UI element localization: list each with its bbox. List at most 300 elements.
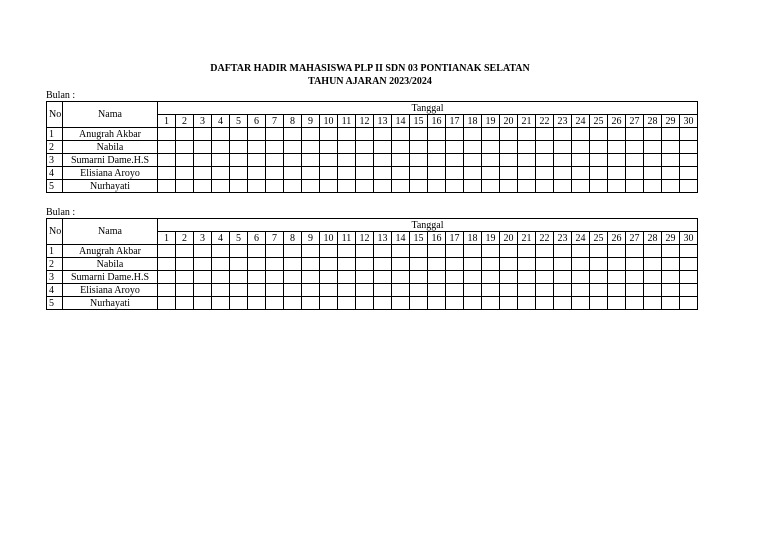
attendance-cell xyxy=(536,141,554,154)
attendance-cell xyxy=(266,258,284,271)
attendance-cell xyxy=(500,180,518,193)
attendance-cell xyxy=(302,128,320,141)
attendance-cell xyxy=(284,180,302,193)
day-number: 19 xyxy=(482,115,500,128)
attendance-cell xyxy=(230,271,248,284)
attendance-cell xyxy=(158,180,176,193)
attendance-cell xyxy=(356,154,374,167)
attendance-cell xyxy=(662,128,680,141)
attendance-cell xyxy=(500,167,518,180)
attendance-cell xyxy=(194,284,212,297)
attendance-cell xyxy=(572,297,590,310)
attendance-cell xyxy=(248,297,266,310)
attendance-cell xyxy=(428,141,446,154)
attendance-cell xyxy=(230,154,248,167)
attendance-cell xyxy=(158,154,176,167)
attendance-cell xyxy=(518,141,536,154)
attendance-cell xyxy=(464,284,482,297)
attendance-cell xyxy=(266,271,284,284)
attendance-cell xyxy=(518,154,536,167)
attendance-cell xyxy=(284,258,302,271)
attendance-cell xyxy=(212,271,230,284)
attendance-cell xyxy=(410,141,428,154)
attendance-cell xyxy=(590,271,608,284)
day-number: 27 xyxy=(626,232,644,245)
attendance-cell xyxy=(194,128,212,141)
attendance-cell xyxy=(176,284,194,297)
attendance-cell xyxy=(554,167,572,180)
attendance-cell xyxy=(356,258,374,271)
day-number: 16 xyxy=(428,115,446,128)
attendance-cell xyxy=(356,167,374,180)
attendance-cell xyxy=(482,167,500,180)
attendance-cell xyxy=(266,154,284,167)
attendance-cell xyxy=(410,271,428,284)
attendance-cell xyxy=(500,258,518,271)
header-tanggal: Tanggal xyxy=(158,102,698,115)
attendance-cell xyxy=(338,141,356,154)
attendance-cell xyxy=(464,271,482,284)
attendance-cell xyxy=(446,154,464,167)
attendance-cell xyxy=(176,271,194,284)
attendance-cell xyxy=(392,141,410,154)
attendance-cell xyxy=(302,297,320,310)
row-number: 2 xyxy=(47,141,63,154)
attendance-cell xyxy=(374,258,392,271)
attendance-cell xyxy=(590,154,608,167)
header-nama: Nama xyxy=(63,219,158,245)
day-number: 10 xyxy=(320,232,338,245)
attendance-cell xyxy=(536,245,554,258)
attendance-cell xyxy=(446,245,464,258)
attendance-cell xyxy=(662,258,680,271)
day-number: 22 xyxy=(536,232,554,245)
attendance-cell xyxy=(194,167,212,180)
attendance-cell xyxy=(356,128,374,141)
table-row xyxy=(47,167,698,180)
attendance-cell xyxy=(428,284,446,297)
attendance-cell xyxy=(626,180,644,193)
attendance-cell xyxy=(554,154,572,167)
attendance-cell xyxy=(356,245,374,258)
attendance-cell xyxy=(320,284,338,297)
attendance-cell xyxy=(608,284,626,297)
attendance-cell xyxy=(626,245,644,258)
attendance-cell xyxy=(248,271,266,284)
attendance-cell xyxy=(176,180,194,193)
attendance-cell xyxy=(356,271,374,284)
day-number: 29 xyxy=(662,115,680,128)
attendance-cell xyxy=(608,245,626,258)
attendance-cell xyxy=(608,297,626,310)
attendance-cell xyxy=(662,284,680,297)
day-number: 18 xyxy=(464,232,482,245)
attendance-cell xyxy=(644,258,662,271)
attendance-cell xyxy=(428,258,446,271)
attendance-cell xyxy=(680,180,698,193)
attendance-cell xyxy=(644,297,662,310)
table-row xyxy=(47,297,698,310)
attendance-cell xyxy=(446,128,464,141)
attendance-cell xyxy=(482,141,500,154)
attendance-cell xyxy=(644,284,662,297)
attendance-cell xyxy=(338,180,356,193)
attendance-cell xyxy=(284,271,302,284)
attendance-cell xyxy=(680,245,698,258)
row-number: 4 xyxy=(47,284,63,297)
student-name: Nabila xyxy=(63,258,158,271)
student-name: Elisiana Aroyo xyxy=(63,167,158,180)
attendance-cell xyxy=(680,284,698,297)
attendance-cell xyxy=(158,167,176,180)
attendance-cell xyxy=(644,128,662,141)
attendance-cell xyxy=(356,284,374,297)
attendance-cell xyxy=(230,284,248,297)
day-number: 26 xyxy=(608,232,626,245)
attendance-cell xyxy=(158,258,176,271)
attendance-cell xyxy=(194,245,212,258)
student-name: Nurhayati xyxy=(63,297,158,310)
attendance-cell xyxy=(266,284,284,297)
attendance-cell xyxy=(518,128,536,141)
attendance-cell xyxy=(572,271,590,284)
attendance-cell xyxy=(464,128,482,141)
attendance-cell xyxy=(428,154,446,167)
attendance-cell xyxy=(284,128,302,141)
attendance-cell xyxy=(338,167,356,180)
attendance-cell xyxy=(392,245,410,258)
attendance-cell xyxy=(608,271,626,284)
attendance-cell xyxy=(194,258,212,271)
attendance-cell xyxy=(482,271,500,284)
attendance-cell xyxy=(374,180,392,193)
day-number: 11 xyxy=(338,115,356,128)
day-number: 22 xyxy=(536,115,554,128)
attendance-cell xyxy=(338,154,356,167)
attendance-cell xyxy=(536,128,554,141)
attendance-cell xyxy=(500,284,518,297)
attendance-cell xyxy=(608,167,626,180)
attendance-cell xyxy=(446,258,464,271)
attendance-cell xyxy=(464,154,482,167)
attendance-cell xyxy=(662,245,680,258)
attendance-cell xyxy=(500,154,518,167)
attendance-cell xyxy=(590,297,608,310)
attendance-cell xyxy=(212,284,230,297)
attendance-cell xyxy=(248,167,266,180)
attendance-cell xyxy=(536,284,554,297)
day-number: 27 xyxy=(626,115,644,128)
attendance-cell xyxy=(266,180,284,193)
attendance-cell xyxy=(626,271,644,284)
attendance-cell xyxy=(338,297,356,310)
day-number: 13 xyxy=(374,115,392,128)
header-no: No xyxy=(47,102,63,128)
header-tanggal: Tanggal xyxy=(158,219,698,232)
attendance-cell xyxy=(536,180,554,193)
attendance-cell xyxy=(320,141,338,154)
attendance-cell xyxy=(626,167,644,180)
attendance-cell xyxy=(320,128,338,141)
attendance-cell xyxy=(410,284,428,297)
attendance-cell xyxy=(356,180,374,193)
attendance-cell xyxy=(554,245,572,258)
row-number: 5 xyxy=(47,297,63,310)
attendance-cell xyxy=(230,180,248,193)
attendance-cell xyxy=(302,180,320,193)
attendance-cell xyxy=(230,258,248,271)
row-number: 2 xyxy=(47,258,63,271)
attendance-cell xyxy=(284,284,302,297)
day-number: 5 xyxy=(230,232,248,245)
header-row xyxy=(47,102,698,115)
day-number: 14 xyxy=(392,232,410,245)
attendance-cell xyxy=(212,154,230,167)
attendance-cell xyxy=(338,284,356,297)
attendance-cell xyxy=(500,271,518,284)
attendance-cell xyxy=(338,258,356,271)
attendance-cell xyxy=(194,154,212,167)
attendance-cell xyxy=(518,297,536,310)
attendance-cell xyxy=(248,284,266,297)
attendance-cell xyxy=(428,245,446,258)
day-number: 11 xyxy=(338,232,356,245)
attendance-cell xyxy=(284,141,302,154)
attendance-cell xyxy=(608,180,626,193)
attendance-table xyxy=(46,218,698,310)
row-number: 1 xyxy=(47,245,63,258)
attendance-cell xyxy=(212,141,230,154)
student-name: Nabila xyxy=(63,141,158,154)
attendance-cell xyxy=(680,128,698,141)
attendance-cell xyxy=(374,167,392,180)
attendance-cell xyxy=(230,297,248,310)
attendance-cell xyxy=(626,154,644,167)
row-number: 5 xyxy=(47,180,63,193)
attendance-cell xyxy=(176,245,194,258)
day-number: 25 xyxy=(590,232,608,245)
attendance-cell xyxy=(428,271,446,284)
attendance-cell xyxy=(176,297,194,310)
attendance-cell xyxy=(572,154,590,167)
attendance-cell xyxy=(284,245,302,258)
attendance-cell xyxy=(572,258,590,271)
day-number: 30 xyxy=(680,115,698,128)
row-number: 1 xyxy=(47,128,63,141)
day-number: 9 xyxy=(302,115,320,128)
day-number: 3 xyxy=(194,115,212,128)
attendance-cell xyxy=(320,245,338,258)
attendance-cell xyxy=(194,141,212,154)
student-name: Sumarni Dame.H.S xyxy=(63,154,158,167)
day-number: 18 xyxy=(464,115,482,128)
attendance-cell xyxy=(680,167,698,180)
day-number: 15 xyxy=(410,115,428,128)
attendance-cell xyxy=(572,141,590,154)
attendance-cell xyxy=(410,297,428,310)
attendance-cell xyxy=(302,141,320,154)
attendance-cell xyxy=(356,141,374,154)
attendance-cell xyxy=(662,297,680,310)
day-number: 13 xyxy=(374,232,392,245)
attendance-cell xyxy=(392,297,410,310)
attendance-cell xyxy=(410,245,428,258)
day-number: 2 xyxy=(176,115,194,128)
day-number: 8 xyxy=(284,232,302,245)
attendance-cell xyxy=(158,297,176,310)
attendance-cell xyxy=(662,154,680,167)
attendance-cell xyxy=(446,167,464,180)
table-row xyxy=(47,245,698,258)
day-number: 12 xyxy=(356,115,374,128)
attendance-cell xyxy=(572,167,590,180)
attendance-cell xyxy=(464,258,482,271)
attendance-cell xyxy=(590,245,608,258)
attendance-cell xyxy=(428,167,446,180)
attendance-cell xyxy=(212,245,230,258)
row-number: 3 xyxy=(47,154,63,167)
attendance-cell xyxy=(392,167,410,180)
attendance-cell xyxy=(320,297,338,310)
student-name: Elisiana Aroyo xyxy=(63,284,158,297)
attendance-cell xyxy=(248,258,266,271)
attendance-cell xyxy=(482,128,500,141)
attendance-cell xyxy=(608,258,626,271)
day-number: 23 xyxy=(554,232,572,245)
attendance-cell xyxy=(410,128,428,141)
attendance-cell xyxy=(518,167,536,180)
attendance-cell xyxy=(446,284,464,297)
attendance-cell xyxy=(284,297,302,310)
attendance-cell xyxy=(302,271,320,284)
attendance-cell xyxy=(644,167,662,180)
attendance-cell xyxy=(464,297,482,310)
attendance-cell xyxy=(248,245,266,258)
attendance-cell xyxy=(482,154,500,167)
attendance-cell xyxy=(302,245,320,258)
day-number: 23 xyxy=(554,115,572,128)
attendance-cell xyxy=(572,284,590,297)
attendance-cell xyxy=(266,128,284,141)
day-number: 16 xyxy=(428,232,446,245)
attendance-cell xyxy=(590,141,608,154)
attendance-cell xyxy=(374,297,392,310)
attendance-cell xyxy=(410,180,428,193)
attendance-cell xyxy=(410,154,428,167)
attendance-cell xyxy=(536,167,554,180)
attendance-cell xyxy=(374,245,392,258)
attendance-cell xyxy=(392,284,410,297)
attendance-cell xyxy=(518,271,536,284)
attendance-cell xyxy=(536,154,554,167)
attendance-cell xyxy=(518,258,536,271)
table-row xyxy=(47,154,698,167)
attendance-cell xyxy=(320,180,338,193)
attendance-cell xyxy=(662,271,680,284)
day-number: 26 xyxy=(608,115,626,128)
attendance-cell xyxy=(302,258,320,271)
day-number: 20 xyxy=(500,232,518,245)
day-number: 4 xyxy=(212,115,230,128)
attendance-cell xyxy=(572,128,590,141)
attendance-cell xyxy=(158,128,176,141)
attendance-cell xyxy=(644,180,662,193)
attendance-cell xyxy=(428,297,446,310)
attendance-cell xyxy=(410,167,428,180)
attendance-cell xyxy=(464,245,482,258)
attendance-cell xyxy=(482,180,500,193)
table-row xyxy=(47,180,698,193)
attendance-cell xyxy=(158,284,176,297)
attendance-cell xyxy=(176,154,194,167)
attendance-cell xyxy=(302,154,320,167)
attendance-cell xyxy=(518,245,536,258)
day-number: 24 xyxy=(572,232,590,245)
attendance-cell xyxy=(338,128,356,141)
attendance-cell xyxy=(158,245,176,258)
day-number: 20 xyxy=(500,115,518,128)
attendance-cell xyxy=(662,141,680,154)
attendance-cell xyxy=(680,271,698,284)
attendance-cell xyxy=(482,284,500,297)
day-number: 6 xyxy=(248,232,266,245)
attendance-cell xyxy=(266,167,284,180)
attendance-cell xyxy=(572,180,590,193)
attendance-cell xyxy=(320,154,338,167)
table-row xyxy=(47,141,698,154)
attendance-cell xyxy=(284,154,302,167)
day-number: 21 xyxy=(518,232,536,245)
attendance-cell xyxy=(176,128,194,141)
attendance-cell xyxy=(338,271,356,284)
day-number: 14 xyxy=(392,115,410,128)
attendance-cell xyxy=(518,180,536,193)
attendance-cell xyxy=(680,141,698,154)
attendance-cell xyxy=(176,258,194,271)
attendance-cell xyxy=(500,245,518,258)
attendance-cell xyxy=(320,258,338,271)
attendance-cell xyxy=(392,180,410,193)
attendance-cell xyxy=(212,167,230,180)
attendance-cell xyxy=(356,297,374,310)
attendance-cell xyxy=(500,141,518,154)
attendance-cell xyxy=(212,258,230,271)
attendance-cell xyxy=(266,245,284,258)
attendance-cell xyxy=(320,271,338,284)
attendance-cell xyxy=(464,180,482,193)
attendance-cell xyxy=(644,141,662,154)
attendance-cell xyxy=(626,297,644,310)
day-number: 25 xyxy=(590,115,608,128)
attendance-cell xyxy=(518,284,536,297)
header-no: No xyxy=(47,219,63,245)
attendance-cell xyxy=(230,141,248,154)
attendance-cell xyxy=(338,245,356,258)
bulan-label: Bulan : xyxy=(46,90,76,101)
attendance-cell xyxy=(554,258,572,271)
day-number: 10 xyxy=(320,115,338,128)
attendance-cell xyxy=(392,271,410,284)
bulan-label: Bulan : xyxy=(46,207,76,218)
day-number: 30 xyxy=(680,232,698,245)
student-name: Sumarni Dame.H.S xyxy=(63,271,158,284)
attendance-cell xyxy=(446,271,464,284)
attendance-cell xyxy=(572,245,590,258)
attendance-cell xyxy=(608,128,626,141)
day-number: 24 xyxy=(572,115,590,128)
attendance-cell xyxy=(590,180,608,193)
attendance-cell xyxy=(536,258,554,271)
